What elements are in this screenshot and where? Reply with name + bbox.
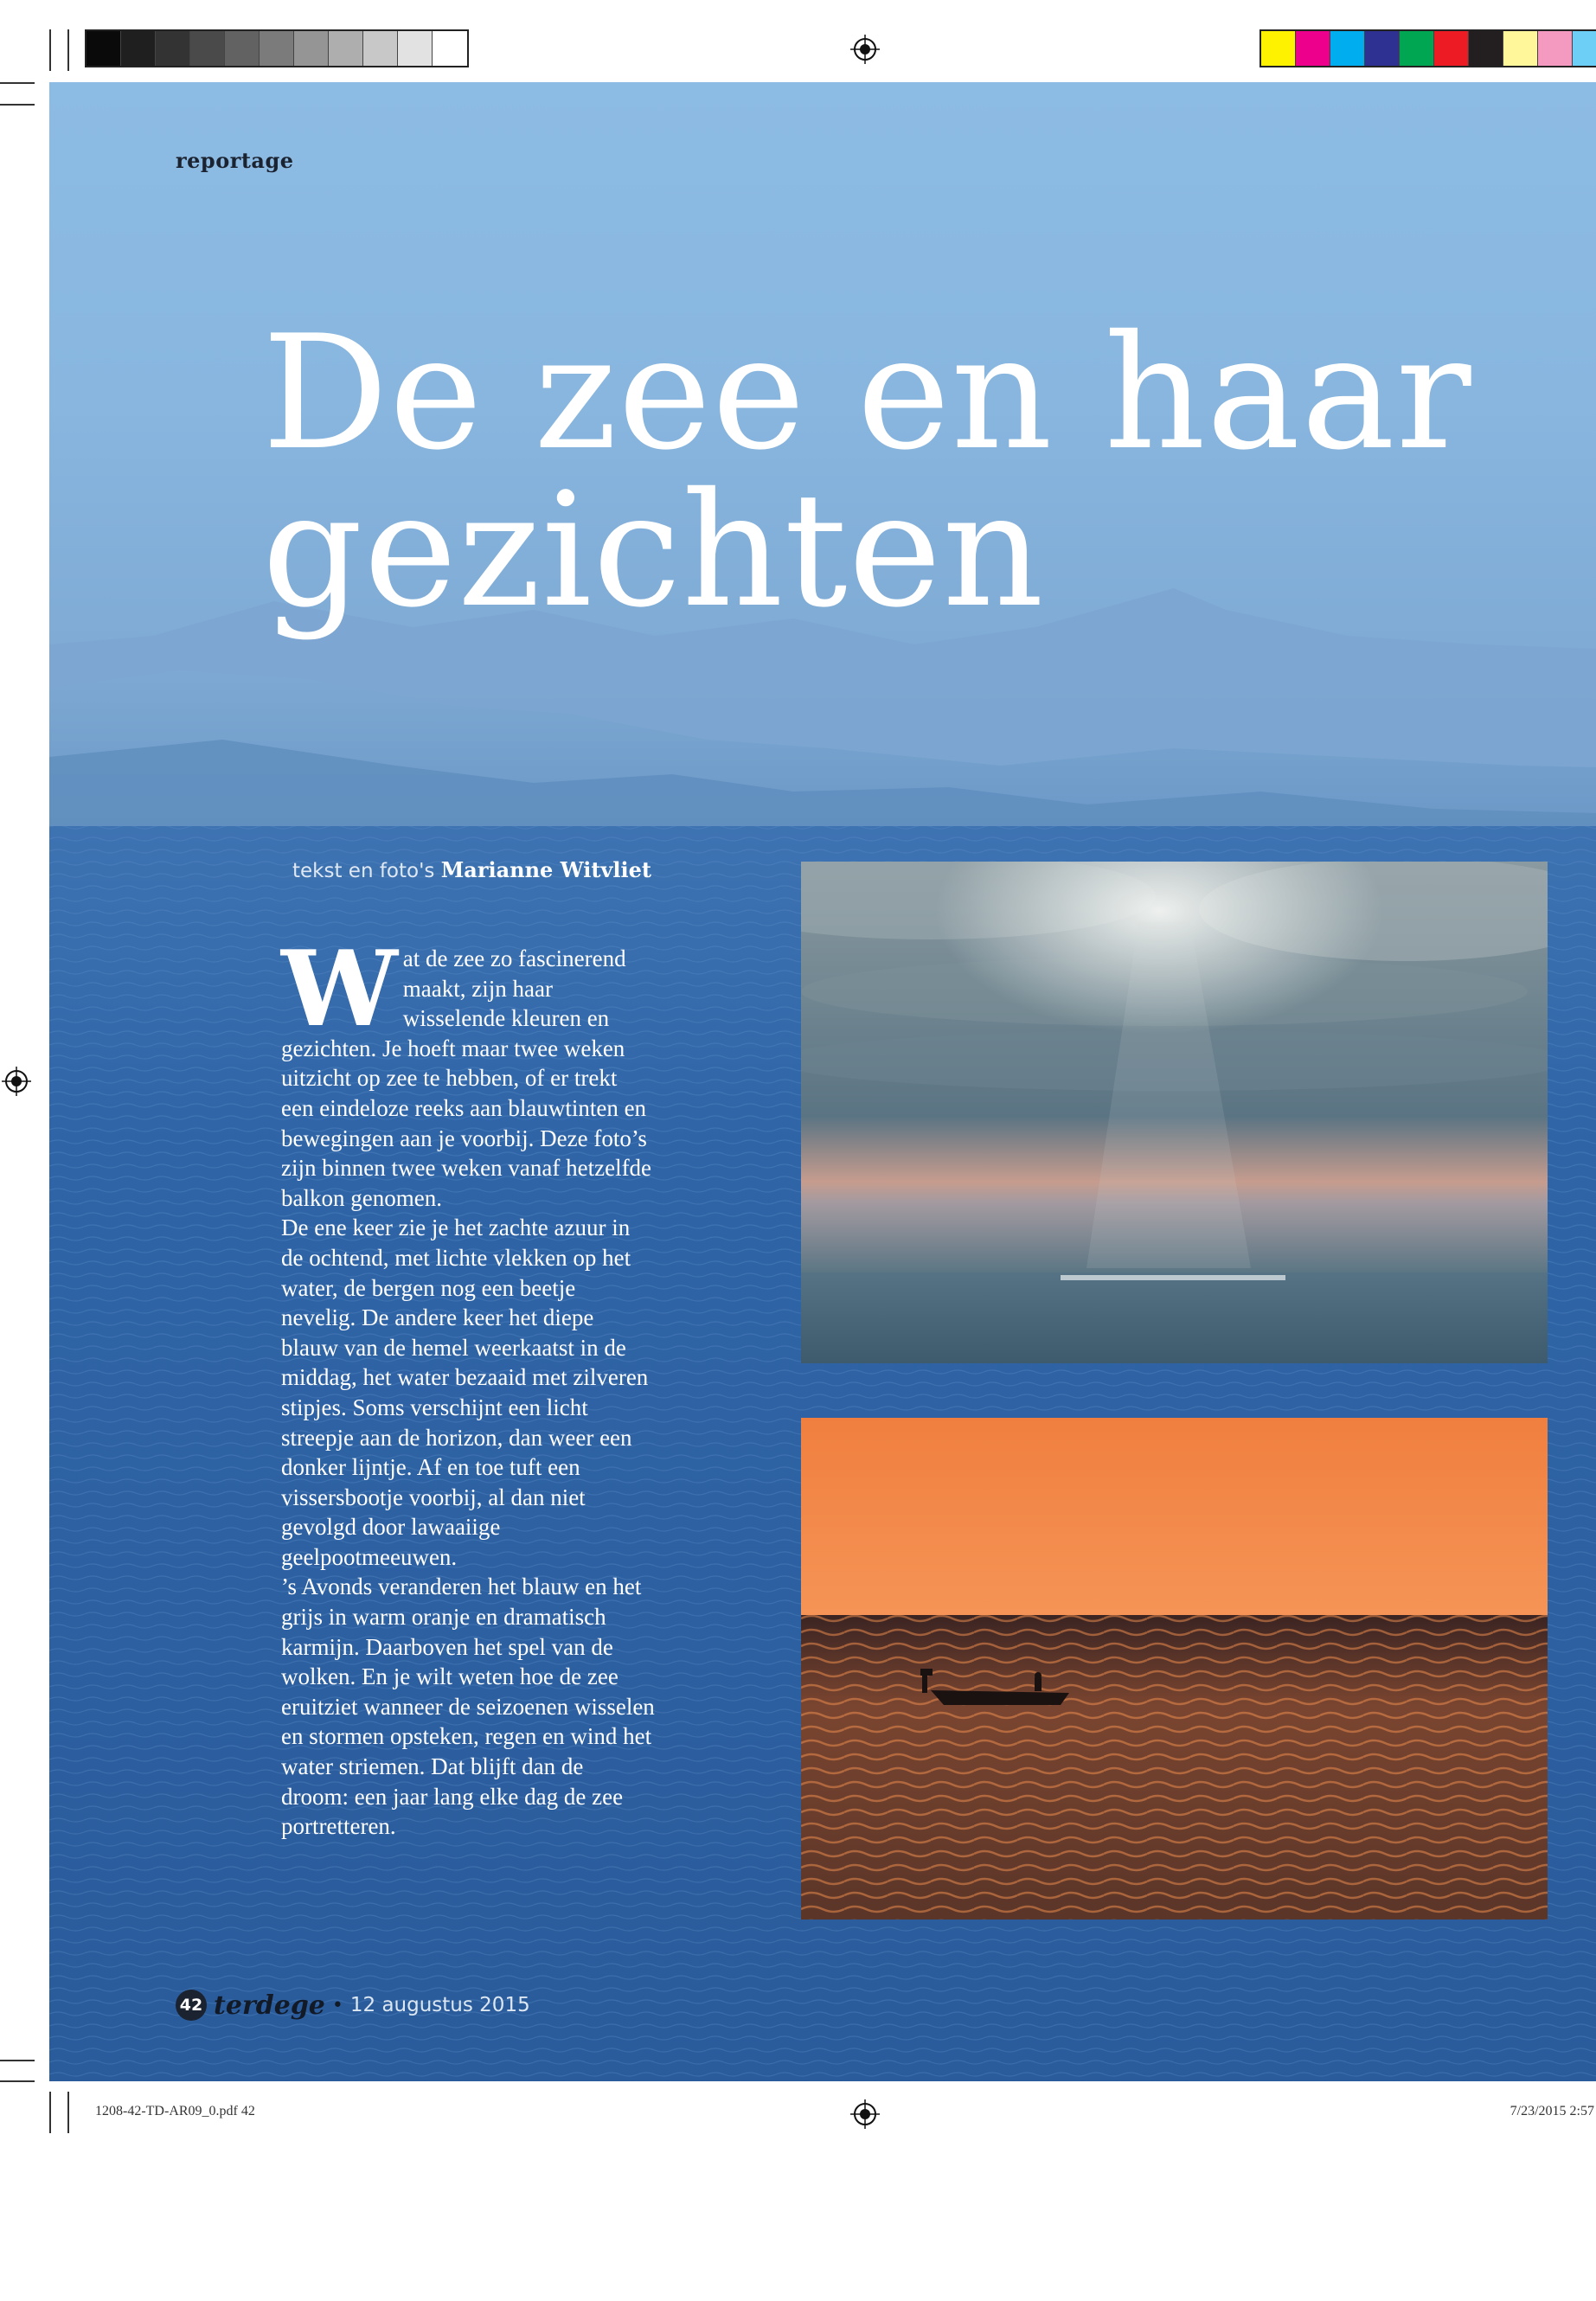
color-swatch xyxy=(1503,31,1538,66)
registration-mark-icon xyxy=(850,35,880,64)
color-swatch xyxy=(1365,31,1400,66)
section-label: reportage xyxy=(176,148,294,173)
crop-mark xyxy=(49,29,51,71)
issue-date: 12 augustus 2015 xyxy=(349,1994,530,2016)
color-swatch xyxy=(1469,31,1503,66)
drop-cap: W xyxy=(281,928,398,1050)
article-paragraph: De ene keer zie je het zachte azuur in de ochtend, met lichte vlekken op het water, de bergen nog een beetje nevelig. De andere keer het diepe blauw van de hemel weerkaatst in de middag, het water bezaaid met zilveren stipjes. Soms verschijnt een licht streepje aan de horizon, dan weer een donker lijntje. Af en toe tuft een vissersbootje voorbij, al dan niet gevolgd door lawaaiige geelpootmeeuwen. xyxy=(281,1215,649,1570)
crop-mark xyxy=(0,82,35,84)
color-swatch xyxy=(190,31,225,66)
registration-mark-icon xyxy=(2,1067,31,1096)
article-body xyxy=(281,928,655,1842)
footer-separator: • xyxy=(331,1994,343,2016)
color-swatch xyxy=(398,31,433,66)
color-swatch xyxy=(1261,31,1296,66)
crop-mark xyxy=(0,104,35,106)
color-swatch xyxy=(329,31,363,66)
article-paragraph: ’s Avonds veranderen het blauw en het grijs in warm oranje en dramatisch karmijn. Daarboven het spel van de wolken. En je wilt weten hoe de zee eruitziet wanneer de seizoenen wisselen en stormen opsteken, regen en wind het water striemen. Dat blijft dan de droom: een jaar lang elke dag de zee portretteren. xyxy=(281,1574,655,1840)
color-swatch xyxy=(156,31,190,66)
color-swatch xyxy=(1538,31,1573,66)
color-swatch xyxy=(1400,31,1434,66)
magazine-page xyxy=(49,82,1596,2081)
color-swatch xyxy=(260,31,294,66)
page-number: 42 xyxy=(176,1990,207,2021)
color-swatch xyxy=(1296,31,1330,66)
byline xyxy=(292,857,651,882)
color-swatch xyxy=(1434,31,1469,66)
article-paragraph: Wat de zee zo fascinerend maakt, zijn haar wisselende kleuren en gezichten. Je hoeft maar twee weken uitzicht op zee te hebben, of er trekt een eindeloze reeks aan blauwtinten en bewegingen aan je voorbij. Deze foto’s zijn binnen twee weken vanaf hetzelfde balkon genomen. xyxy=(281,928,652,1211)
photo-cloudy-sea xyxy=(801,862,1548,1363)
headline-line-1: De zee en haar xyxy=(262,301,1472,484)
crop-mark xyxy=(0,2080,35,2082)
headline-line-2: gezichten xyxy=(262,458,1045,642)
article-headline xyxy=(262,301,1472,642)
gray-calibration-bar xyxy=(85,29,469,67)
crop-mark xyxy=(0,2060,35,2061)
color-swatch xyxy=(225,31,260,66)
page-footer xyxy=(176,1990,530,2021)
byline-prefix: tekst en foto's xyxy=(292,860,435,882)
byline-author: Marianne Witvliet xyxy=(440,857,651,882)
print-slug-file: 1208-42-TD-AR09_0.pdf 42 xyxy=(95,2104,255,2118)
color-calibration-bar xyxy=(1259,29,1596,67)
crop-mark xyxy=(49,2092,51,2133)
color-swatch xyxy=(121,31,156,66)
color-swatch xyxy=(1330,31,1365,66)
color-swatch xyxy=(433,31,467,66)
print-slug-timestamp: 7/23/2015 2:57 xyxy=(1509,2104,1594,2118)
color-swatch xyxy=(1573,31,1596,66)
color-swatch xyxy=(87,31,121,66)
registration-mark-icon xyxy=(850,2099,880,2129)
crop-mark xyxy=(67,2092,69,2133)
magazine-brand: terdege xyxy=(214,1990,325,2021)
color-swatch xyxy=(294,31,329,66)
color-swatch xyxy=(363,31,398,66)
crop-mark xyxy=(67,29,69,71)
photo-sunset-fishing-boat xyxy=(801,1418,1548,1920)
